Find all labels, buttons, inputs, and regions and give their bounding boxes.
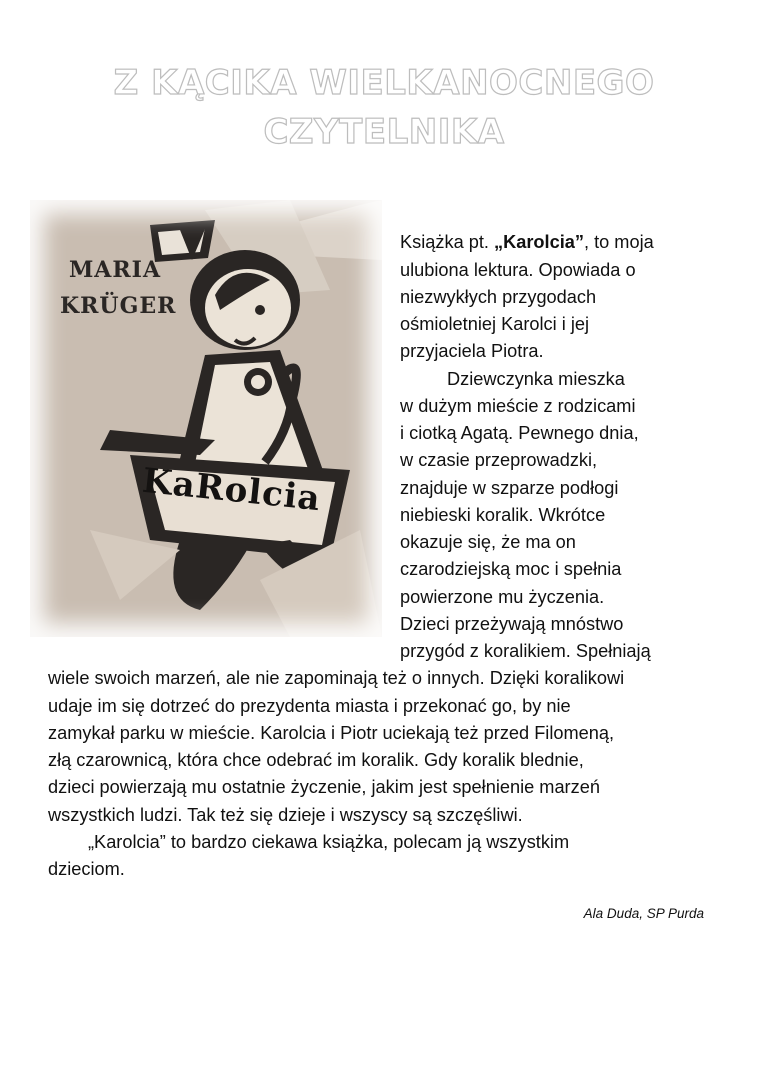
page-title-line2: CZYTELNIKA <box>263 112 505 152</box>
article-line: w czasie przeprowadzki, <box>400 450 598 470</box>
author-signature: Ala Duda, SP Purda <box>583 906 704 921</box>
article-line: ulubiona lektura. Opowiada o <box>400 260 636 280</box>
article-line: niezwykłych przygodach <box>400 287 597 307</box>
article-line: Dzieci przeżywają mnóstwo <box>400 614 624 634</box>
article-line: przygód z koralikiem. Spełniają <box>400 641 651 661</box>
article-line: i ciotką Agatą. Pewnego dnia, <box>400 423 639 443</box>
article-line: niebieski koralik. Wkrótce <box>400 505 606 525</box>
article-line: ośmioletniej Karolci i jej <box>400 314 590 334</box>
article-line: w dużym mieście z rodzicami <box>400 396 636 416</box>
book-title-bold: „Karolcia” <box>494 232 584 252</box>
article-line: okazuje się, że ma on <box>400 532 576 552</box>
article-line: powierzone mu życzenia. <box>400 587 605 607</box>
cover-author-line1: MARIA <box>68 257 162 283</box>
article-line: dzieci powierzają mu ostatnie życzenie, jakim jest spełnienie marzeń <box>48 777 600 797</box>
article-line: złą czarownicą, która chce odebrać im koralik. Gdy koralik blednie, <box>48 750 584 770</box>
intro-text-before: Książka pt. <box>400 232 495 252</box>
article-line: „Karolcia” to bardzo ciekawa książka, polecam ją wszystkim <box>88 832 570 852</box>
article-line-intro <box>400 229 654 256</box>
cover-author-line2: KRÜGER <box>60 293 177 319</box>
article-line: wszystkich ludzi. Tak też się dzieje i wszyscy są szczęśliwi. <box>48 805 523 825</box>
intro-text-after: , to moja <box>583 232 654 252</box>
article-line: znajduje w szparze podłogi <box>400 478 619 498</box>
article-line: czarodziejską moc i spełnia <box>400 559 622 579</box>
article-line: wiele swoich marzeń, ale nie zapominają też o innych. Dzięki koralikowi <box>48 668 625 688</box>
article-line: udaje im się dotrzeć do prezydenta miasta i przekonać go, by nie <box>48 696 571 716</box>
article-line: przyjaciela Piotra. <box>400 341 544 361</box>
cover-title: KaRolcia <box>140 460 323 520</box>
article-line: dzieciom. <box>48 859 125 879</box>
article-line: Dziewczynka mieszka <box>447 369 625 389</box>
page-title-line1: Z KĄCIKA WIELKANOCNEGO <box>113 63 655 103</box>
book-cover-image <box>30 200 382 637</box>
article-line: zamykał parku w mieście. Karolcia i Piotr uciekają też przed Filomeną, <box>48 723 615 743</box>
